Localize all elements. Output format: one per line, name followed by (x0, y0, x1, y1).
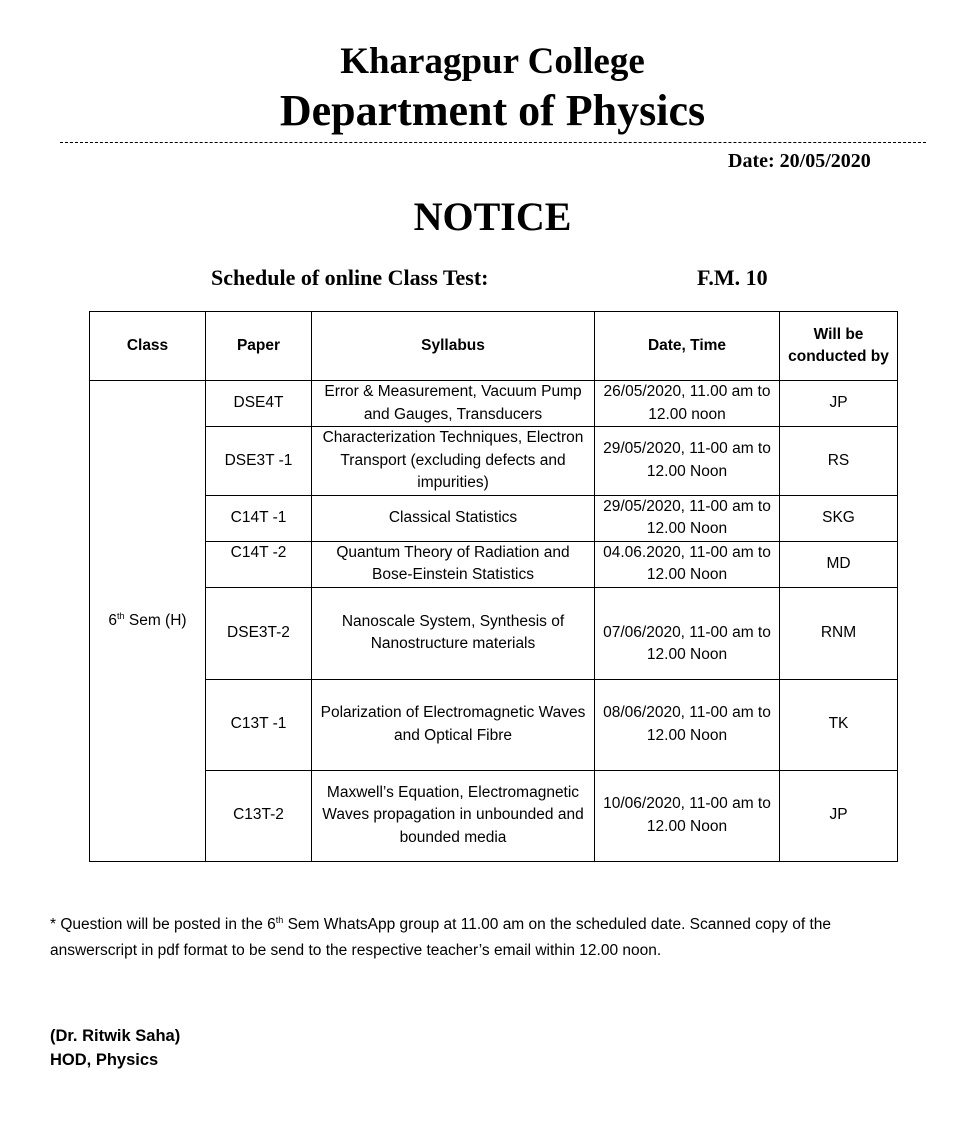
full-marks: F.M. 10 (697, 265, 768, 290)
paper-cell: C14T -2 (206, 541, 312, 587)
table-row (90, 770, 898, 861)
datetime-cell: 10/06/2020, 11-00 am to 12.00 Noon (595, 770, 780, 861)
table-row (90, 587, 898, 679)
column-header-class: Class (90, 312, 206, 381)
table-header-row (90, 312, 898, 381)
conducted-by-cell: JP (780, 381, 898, 427)
schedule-heading: Schedule of online Class Test: (211, 265, 489, 290)
syllabus-cell: Maxwell’s Equation, Electromagnetic Waves propagation in unbounded and bounded media (312, 770, 595, 861)
datetime-cell: 29/05/2020, 11-00 am to 12.00 Noon (595, 427, 780, 496)
syllabus-cell: Characterization Techniques, Electron Transport (excluding defects and impurities) (312, 427, 595, 496)
conducted-by-cell: RS (780, 427, 898, 496)
signatory-designation: HOD, Physics (50, 1051, 159, 1069)
table-row (90, 427, 898, 496)
table-row (90, 541, 898, 587)
column-header-conducted-by: Will be conducted by (780, 312, 898, 381)
conducted-by-cell: SKG (780, 495, 898, 541)
table-row (90, 381, 898, 427)
paper-cell: DSE3T -1 (206, 427, 312, 496)
notice-title: NOTICE (413, 194, 572, 239)
datetime-cell: 07/06/2020, 11-00 am to 12.00 Noon (595, 587, 780, 679)
paper-cell: C13T -1 (206, 679, 312, 770)
schedule-table (89, 311, 898, 862)
footnote: * Question will be posted in the 6th Sem WhatsApp group at 11.00 am on the scheduled date. Scanned copy of the answerscript in pdf format to be send to the respective teacher’s email within 12.00 noon. (50, 915, 832, 959)
table-row (90, 679, 898, 770)
header-divider (60, 142, 926, 143)
paper-cell: DSE3T-2 (206, 587, 312, 679)
syllabus-cell: Nanoscale System, Synthesis of Nanostructure materials (312, 587, 595, 679)
department-name: Department of Physics (279, 86, 706, 135)
syllabus-cell: Error & Measurement, Vacuum Pump and Gauges, Transducers (312, 381, 595, 427)
class-cell: 6th Sem (H) (90, 381, 206, 862)
paper-cell: DSE4T (206, 381, 312, 427)
conducted-by-cell: RNM (780, 587, 898, 679)
syllabus-cell: Polarization of Electromagnetic Waves and Optical Fibre (312, 679, 595, 770)
datetime-cell: 26/05/2020, 11.00 am to 12.00 noon (595, 381, 780, 427)
datetime-cell: 29/05/2020, 11-00 am to 12.00 Noon (595, 495, 780, 541)
syllabus-cell: Classical Statistics (312, 495, 595, 541)
syllabus-cell: Quantum Theory of Radiation and Bose-Einstein Statistics (312, 541, 595, 587)
conducted-by-cell: TK (780, 679, 898, 770)
college-name: Kharagpur College (340, 41, 645, 82)
datetime-cell: 04.06.2020, 11-00 am to 12.00 Noon (595, 541, 780, 587)
datetime-cell: 08/06/2020, 11-00 am to 12.00 Noon (595, 679, 780, 770)
notice-date: Date: 20/05/2020 (728, 150, 871, 172)
conducted-by-cell: MD (780, 541, 898, 587)
paper-cell: C14T -1 (206, 495, 312, 541)
table-row (90, 495, 898, 541)
column-header-datetime: Date, Time (595, 312, 780, 381)
conducted-by-cell: JP (780, 770, 898, 861)
paper-cell: C13T-2 (206, 770, 312, 861)
signature-block (50, 1024, 180, 1072)
signatory-name: (Dr. Ritwik Saha) (50, 1027, 181, 1045)
column-header-paper: Paper (206, 312, 312, 381)
column-header-syllabus: Syllabus (312, 312, 595, 381)
